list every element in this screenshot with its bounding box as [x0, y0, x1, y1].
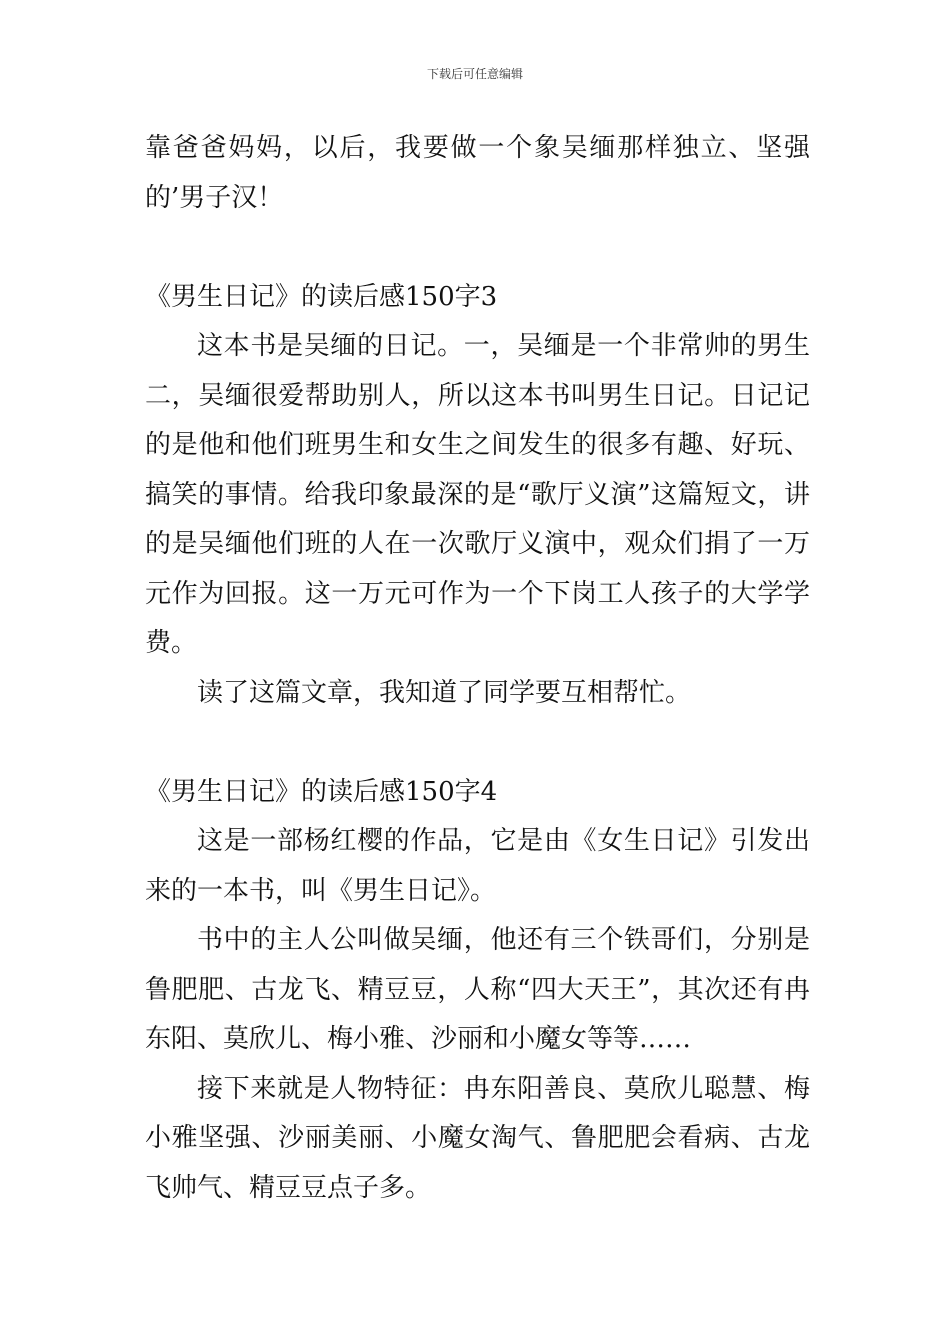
section4-paragraph-2: 书中的主人公叫做吴缅，他还有三个铁哥们，分别是鲁肥肥、古龙飞、精豆豆，人称“四大天王”，其次还有冉东阳、莫欣儿、梅小雅、沙丽和小魔女等等……	[145, 925, 810, 1054]
section4-paragraph-3: 接下来就是人物特征：冉东阳善良、莫欣儿聪慧、梅小雅坚强、沙丽美丽、小魔女淘气、鲁肥肥会看病、古龙飞帅气、精豆豆点子多。	[145, 1073, 810, 1203]
section3-paragraph-2: 读了这篇文章，我知道了同学要互相帮忙。	[197, 677, 692, 708]
continued-paragraph: 靠爸爸妈妈，以后，我要做一个象吴缅那样独立、坚强的’男子汉！	[145, 133, 810, 213]
section-heading-4: 《男生日记》的读后感150字4	[145, 776, 498, 807]
blank-line	[145, 718, 810, 768]
blank-line	[145, 223, 810, 273]
section-heading-3: 《男生日记》的读后感150字3	[145, 281, 498, 312]
document-body	[145, 124, 810, 1213]
header-note: 下载后可任意编辑	[426, 67, 523, 81]
section3-paragraph-1: 这本书是吴缅的日记。一，吴缅是一个非常帅的男生二，吴缅很爱帮助别人，所以这本书叫男生日记。日记记的是他和他们班男生和女生之间发生的很多有趣、好玩、搞笑的事情。给我印象最深的是“歌厅义演”这篇短文，讲的是吴缅他们班的人在一次歌厅义演中，观众们捐了一万元作为回报。这一万元可作为一个下岗工人孩子的大学学费。	[145, 331, 810, 658]
section4-paragraph-1: 这是一部杨红樱的作品，它是由《女生日记》引发出来的一本书，叫《男生日记》。	[145, 826, 810, 906]
